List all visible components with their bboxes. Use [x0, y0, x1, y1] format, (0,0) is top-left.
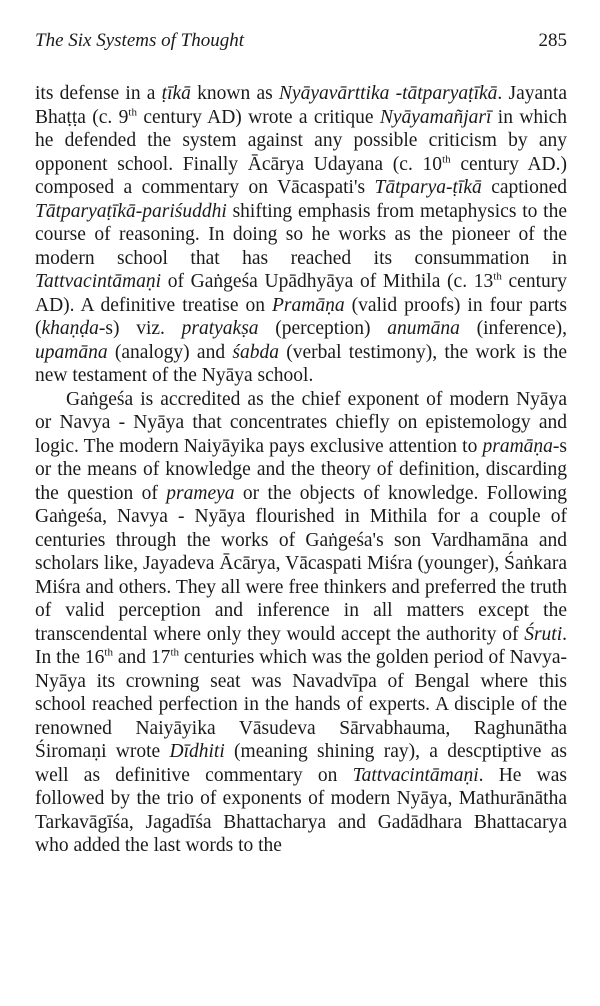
text-run: Gaṅgeśa is accredited as the chief exponent of modern Nyāya or Navya - Nyāya that concentrates chiefly on epistemology and logic. The modern Naiyāyika pays exclusive attention to — [35, 388, 567, 457]
text-run: -s or the means of knowledge and the theory of definition, discarding the question of — [35, 435, 567, 504]
text-run: shifting emphasis from metaphysics to the course of reasoning. In doing so he works as the pioneer of the modern school that has reached its consummation in — [35, 200, 567, 269]
text-run: of Gaṅgeśa Upādhyāya of Mithila (c. 13 — [161, 271, 494, 292]
italic-term: khaṇḍa — [41, 318, 99, 339]
text-run: (valid proofs) in four parts ( — [35, 294, 567, 339]
text-run: and 17 — [112, 647, 171, 668]
italic-term: ṭīkā — [161, 83, 191, 104]
superscript: th — [170, 646, 179, 659]
superscript: th — [493, 270, 502, 283]
italic-term: Tattvacintāmaṇi — [352, 764, 479, 786]
text-run: -s) viz. — [98, 318, 182, 339]
text-run: (meaning shining ray), a descptiptive as well as definitive commentary on — [35, 741, 567, 786]
italic-term: Tattvacintāmaṇi — [35, 271, 162, 292]
superscript: th — [128, 106, 137, 118]
italic-term: Tātparya-ṭīkā — [374, 177, 482, 198]
italic-term: śabda — [232, 341, 279, 363]
italic-term: prameya — [166, 482, 235, 504]
italic-term: anumāna — [387, 318, 460, 339]
italic-term: upamāna — [35, 341, 108, 363]
italic-term: Śruti — [524, 623, 563, 645]
text-run: in which he defended the system against any possible criticism by any opponent school. Finally Ācārya Udayana (c. 10 — [35, 106, 567, 175]
page-header — [35, 30, 567, 60]
italic-term: pratyakṣa — [181, 318, 259, 339]
superscript: th — [104, 646, 113, 659]
text-run: centuries which was the golden period of Navya-Nyāya its crowning seat was Navadvīpa of Bengal where this school reached perfection in the hands of experts. A disciple of the renowned Naiyāyika Vāsudeva Sārvabhauma, Raghunātha Śiromaṇi wrote — [35, 647, 567, 762]
italic-term: Pramāṇa — [272, 294, 345, 316]
text-run: (inference), — [459, 318, 567, 339]
superscript: th — [442, 153, 451, 165]
text-run: century AD). A definitive treatise on — [35, 271, 567, 316]
text-run: century AD) wrote a critique — [136, 106, 380, 128]
text-run: (analogy) and — [107, 341, 233, 363]
running-title: The Six Systems of Thought — [35, 30, 244, 51]
text-run: its defense in a — [35, 83, 162, 104]
italic-term: Nyāyavārttika -tātparyaṭīkā — [278, 83, 498, 104]
text-run: . He was followed by the trio of exponents of modern Nyāya, Mathurānātha Tarkavāgīśa, Jagadīśa Bhattacharya and Gadādhara Bhattacarya who added the last words to the — [35, 764, 567, 856]
text-run: known as — [190, 83, 279, 104]
italic-term: Nyāyamañjarī — [379, 106, 492, 128]
text-run: (perception) — [258, 318, 388, 339]
italic-term: pramāṇa — [482, 435, 553, 457]
text-run: (verbal testimony), the work is the new testament of the Nyāya school. — [35, 341, 567, 386]
paragraph-2 — [35, 388, 567, 858]
italic-term: Dīdhiti — [169, 741, 225, 762]
page-number: 285 — [538, 30, 567, 51]
page-body — [35, 82, 567, 858]
text-run: . Jayanta Bhaṭṭa (c. 9 — [35, 83, 567, 128]
text-run: century AD.) composed a commentary on Vācaspati's — [35, 153, 567, 198]
text-run: or the objects of knowledge. Following Gaṅgeśa, Navya - Nyāya flourished in Mithila for a couple of centuries through the works of Gaṅgeśa's son Vardhamāna and scholars like, Jayadeva Ācārya, Vācaspati Miśra (younger), Śaṅkara Miśra and others. They all were free thinkers and preferred the truth of valid perception and inference in all matters except the transcendental where only they would accept the authority of — [35, 482, 567, 645]
italic-term: Tātparyaṭīkā-pariśuddhi — [35, 200, 227, 222]
paragraph-1 — [35, 82, 567, 388]
text-run: captioned — [481, 177, 567, 198]
text-run: . In the 16 — [35, 623, 567, 668]
